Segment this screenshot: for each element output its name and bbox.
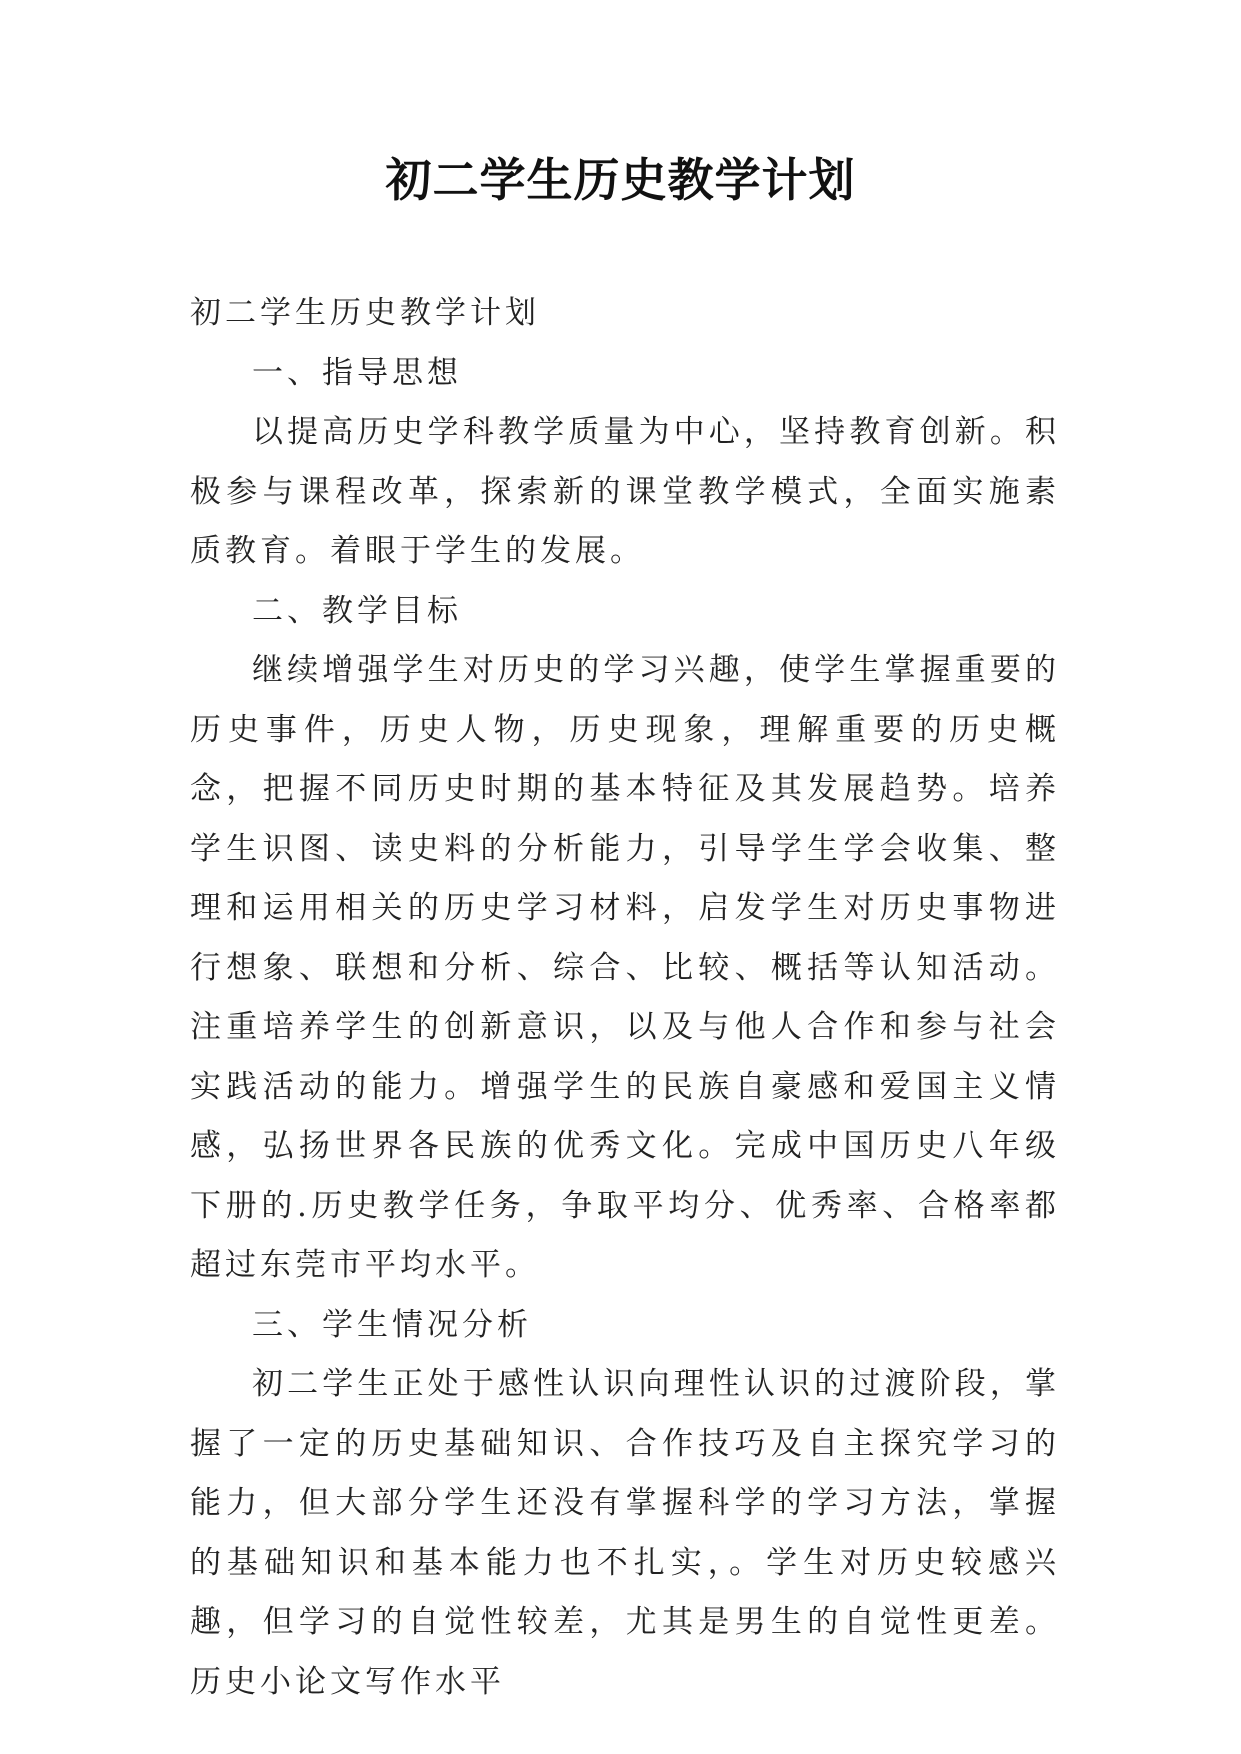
paragraph-student-analysis: 初二学生正处于感性认识向理性认识的过渡阶段，掌握了一定的历史基础知识、合作技巧及自主探究学习的能力，但大部分学生还没有掌握科学的学习方法，掌握的基础知识和基本能力也不扎实，。学生对历史较感兴趣，但学习的自觉性较差，尤其是男生的自觉性更差。历史小论文写作水平	[190, 1366, 1060, 1700]
body-heading-line: 初二学生历史教学计划	[190, 295, 540, 331]
document-title: 初二学生历史教学计划	[385, 153, 856, 207]
section-heading-teaching-goals: 二、教学目标	[252, 592, 462, 629]
section-heading-guiding-thought: 一、指导思想	[252, 354, 462, 391]
paragraph-teaching-goals: 继续增强学生对历史的学习兴趣，使学生掌握重要的历史事件，历史人物，历史现象，理解重要的历史概念，把握不同历史时期的基本特征及其发展趋势。培养学生识图、读史料的分析能力，引导学生学会收集、整理和运用相关的历史学习材料，启发学生对历史事物进行想象、联想和分析、综合、比较、概括等认知活动。注重培养学生的创新意识，以及与他人合作和参与社会实践活动的能力。增强学生的民族自豪感和爱国主义情感，弘扬世界各民族的优秀文化。完成中国历史八年级下册的.历史教学任务，争取平均分、优秀率、合格率都超过东莞市平均水平。	[190, 652, 1060, 1283]
section-heading-student-analysis: 三、学生情况分析	[252, 1306, 532, 1343]
document-body	[190, 284, 1060, 1712]
paragraph-guiding-thought: 以提高历史学科教学质量为中心，坚持教育创新。积极参与课程改革，探索新的课堂教学模式，全面实施素质教育。着眼于学生的发展。	[190, 414, 1060, 569]
